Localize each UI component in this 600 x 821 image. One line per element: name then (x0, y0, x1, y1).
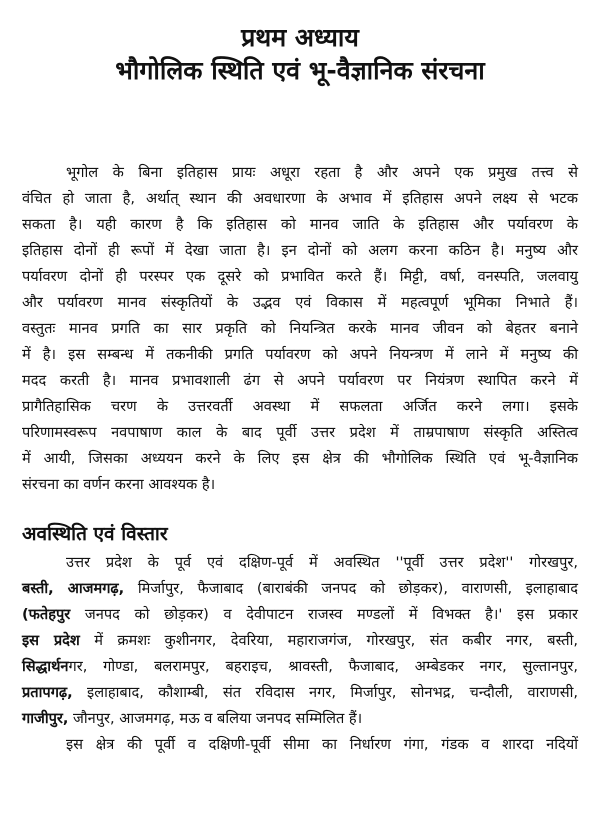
text-line: में आयी, जिसका अध्ययन करने के लिए इस क्षेत्र की भौगोलिक स्थिति एवं भू-वैज्ञानिक (22, 450, 578, 467)
text-run: जौनपुर, आजमगढ़, मऊ व बलिया जनपद सम्मिलित हैं। (68, 710, 363, 727)
text-line (22, 654, 578, 680)
text-line (22, 602, 578, 628)
bold-run: (फतेहपुर (22, 606, 71, 623)
text-line (22, 576, 578, 602)
bold-run: बस्ती, आजमगढ़, (22, 580, 125, 597)
text-line: भूगोल के बिना इतिहास प्रायः अधूरा रहता है और अपने एक प्रमुख तत्त्व से (66, 164, 578, 181)
text-line: वंचित हो जाता है, अर्थात् स्थान की अवधारणा के अभाव में इतिहास अपने लक्ष्य से भटक (22, 190, 578, 207)
bold-run: इस प्रदेश (22, 632, 80, 649)
text-line: और पर्यावरण मानव संस्कृतियों के उद्भव एवं विकास में महत्वपूर्ण भूमिका निभाते हैं। (22, 294, 578, 311)
text-line: मदद करती है। मानव प्रभावशाली ढंग से अपने पर्यावरण पर नियंत्रण स्थापित करने में (22, 372, 578, 389)
text-line: वस्तुतः मानव प्रगति का सार प्रकृति को नियन्त्रित करके मानव जीवन को बेहतर बनाने (22, 320, 578, 337)
text-line: प्रागैतिहासिक चरण के उत्तरवर्ती अवस्था में सफलता अर्जित करने लगा। इसके (22, 398, 578, 415)
chapter-number: प्रथम अध्याय (241, 23, 359, 52)
text-line: सकता है। यही कारण है कि इतिहास को मानव जाति के इतिहास और पर्यावरण के (22, 216, 578, 233)
section-paragraph (22, 550, 578, 758)
intro-paragraph (22, 160, 578, 498)
section-heading: अवस्थिति एवं विस्तार (22, 523, 168, 545)
text-line: इस क्षेत्र की पूर्वी व दक्षिणी-पूर्वी सीमा का निर्धारण गंगा, गंडक व शारदा नदियों (66, 736, 578, 753)
text-line: उत्तर प्रदेश के पूर्व एवं दक्षिण-पूर्व में अवस्थित ''पूर्वी उत्तर प्रदेश'' गोरखपुर, (66, 554, 578, 571)
bold-run: प्रतापगढ़, (22, 684, 73, 701)
text-run: में क्रमशः कुशीनगर, देवरिया, महाराजगंज, गोरखपुर, संत कबीर नगर, बस्ती, (79, 632, 579, 649)
text-run: गर, गोण्डा, बलरामपुर, बहराइच, श्रावस्ती, फैजाबाद, अम्बेडकर नगर, सुल्तानपुर, (68, 658, 578, 675)
chapter-header (22, 22, 578, 88)
text-run: मिर्जापुर, फैजाबाद (बाराबंकी जनपद को छोड़कर), वाराणसी, इलाहाबाद (124, 580, 579, 597)
text-line (22, 628, 578, 654)
bold-run: सिद्धार्थन (22, 658, 69, 675)
text-run: जनपद को छोड़कर) व देवीपाटन राजस्व मण्डलों में विभक्त है।' इस प्रकार (70, 606, 578, 623)
text-line: संरचना का वर्णन करना आवश्यक है। (22, 476, 216, 493)
text-line: परिणामस्वरूप नवपाषाण काल के बाद पूर्वी उत्तर प्रदेश में ताम्रपाषाण संस्कृति अस्तित्व (22, 424, 578, 441)
chapter-title: भौगोलिक स्थिति एवं भू-वैज्ञानिक संरचना (115, 56, 485, 85)
text-line (22, 706, 578, 732)
text-run: इलाहाबाद, कौशाम्बी, संत रविदास नगर, मिर्जापुर, सोनभद्र, चन्दौली, वाराणसी, (72, 684, 578, 701)
text-line: इतिहास दोनों ही रूपों में देखा जाता है। इन दोनों को अलग करना कठिन है। मनुष्य और (22, 242, 578, 259)
text-line: में है। इस सम्बन्ध में तकनीकी प्रगति पर्यावरण को अपने नियन्त्रण में लाने में मनुष्य की (22, 346, 578, 363)
bold-run: गाजीपुर, (22, 710, 69, 727)
text-line: पर्यावरण दोनों ही परस्पर एक दूसरे को प्रभावित करते हैं। मिट्टी, वर्षा, वनस्पति, जलवायु (22, 268, 578, 285)
text-line (22, 680, 578, 706)
